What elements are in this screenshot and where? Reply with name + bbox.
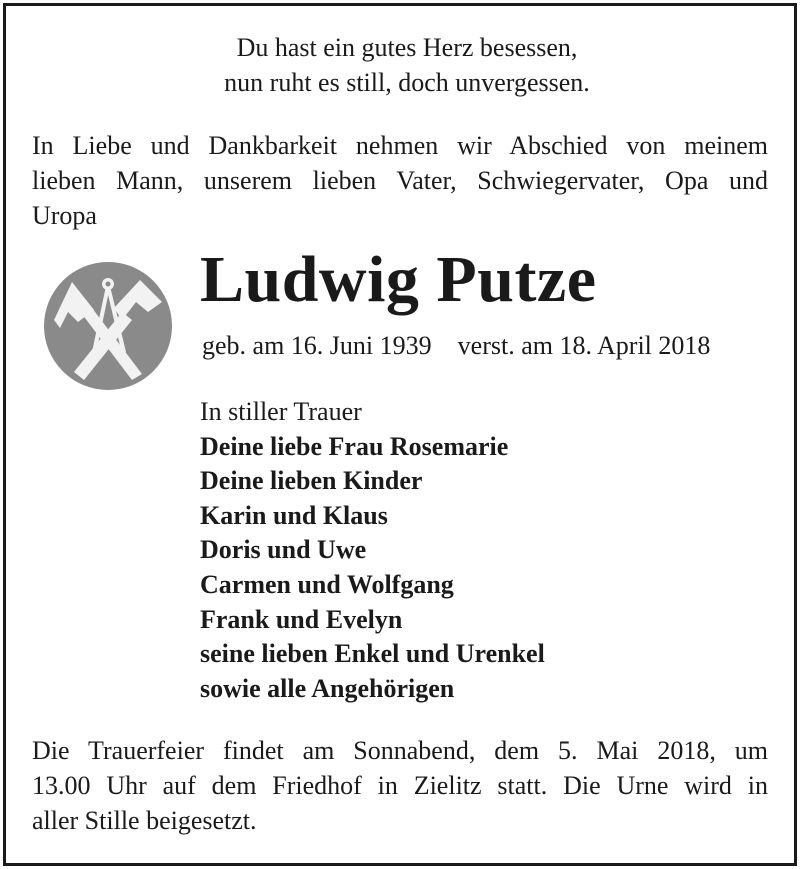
memorial-verse <box>0 30 800 100</box>
mourner-name: Doris und Uwe <box>200 535 367 565</box>
farewell-intro <box>32 128 768 233</box>
deceased-name: Ludwig Putze <box>200 243 597 316</box>
funeral-notice <box>32 733 768 838</box>
mourner-name: sowie alle Angehörigen <box>200 673 455 703</box>
intro-line: lieben Mann, unserem lieben Vater, Schwiegervater, Opa und <box>32 166 768 195</box>
funeral-line: aller Stille beigesetzt. <box>32 806 257 835</box>
intro-line: Uropa <box>32 201 97 230</box>
mourner-name: seine lieben Enkel und Urenkel <box>200 639 545 669</box>
mourner-name: Deine liebe Frau Rosemarie <box>200 431 509 461</box>
verse-line: nun ruht es still, doch unvergessen. <box>224 68 590 97</box>
mourner-name: Deine lieben Kinder <box>200 466 423 496</box>
verse-line: Du hast ein gutes Herz besessen, <box>236 33 578 62</box>
funeral-line: 13.00 Uhr auf dem Friedhof in Zielitz statt. Die Urne wird in <box>32 771 768 800</box>
intro-line: In Liebe und Dankbarkeit nehmen wir Abschied von meinem <box>32 131 768 160</box>
life-dates <box>202 328 710 363</box>
death-date: verst. am 18. April 2018 <box>457 331 711 360</box>
birth-date: geb. am 16. Juni 1939 <box>202 331 432 360</box>
roofer-guild-emblem-icon <box>44 262 172 390</box>
mourner-name: Karin und Klaus <box>200 500 388 530</box>
funeral-line: Die Trauerfeier findet am Sonnabend, dem 5. Mai 2018, um <box>32 736 768 765</box>
mourners-list <box>200 395 545 706</box>
mourners-heading: In stiller Trauer <box>200 397 362 426</box>
mourner-name: Frank und Evelyn <box>200 604 403 634</box>
mourner-name: Carmen und Wolfgang <box>200 569 454 599</box>
